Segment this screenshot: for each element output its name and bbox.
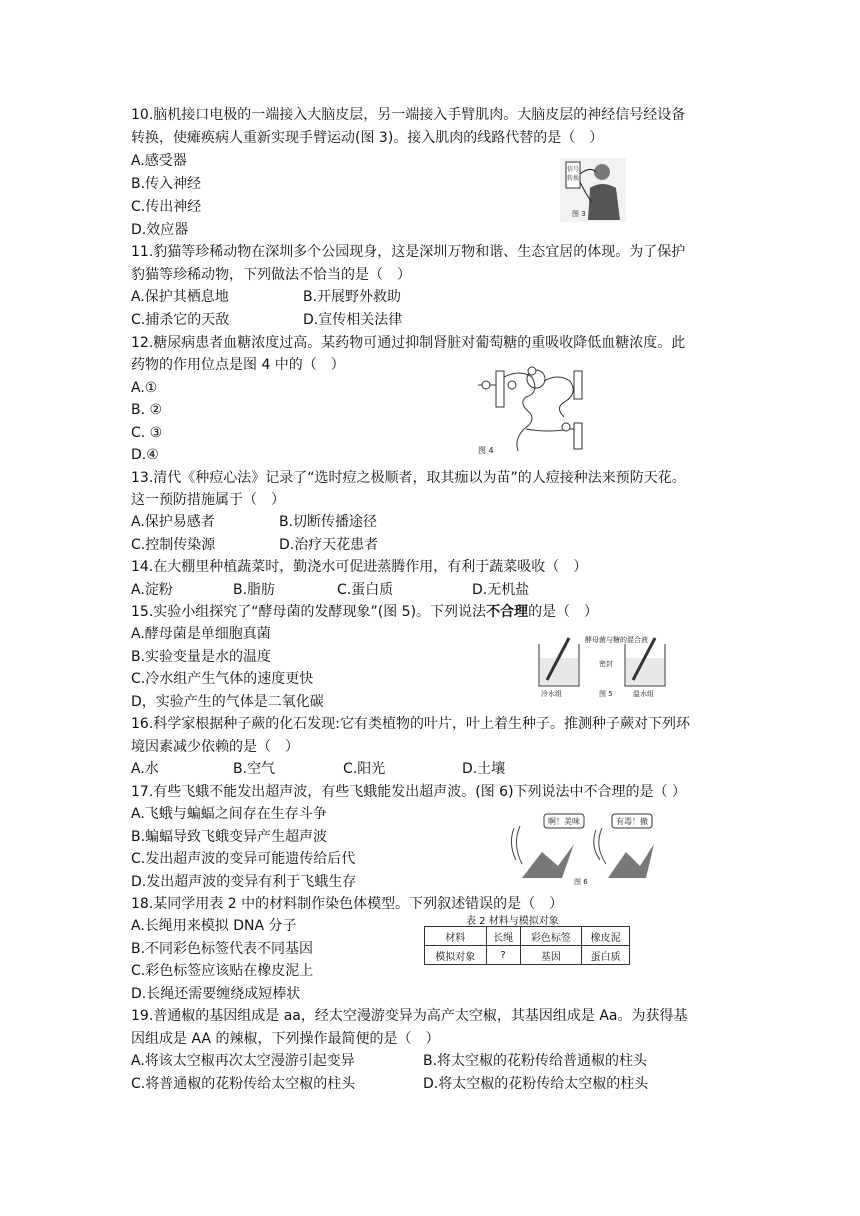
table-cell: 蛋白质	[582, 946, 630, 965]
q19-option-a: A.将该太空椒再次太空漫游引起变异	[131, 1053, 355, 1069]
q12-stem-line1: 12.糖尿病患者血糖浓度过高。某药物可通过抑制肾脏对葡萄糖的重吸收降低血糖浓度。此	[131, 335, 686, 351]
figure-6-bats-and-moths	[500, 808, 660, 888]
table-cell: 彩色标签	[520, 927, 582, 946]
q12-option-b: B. ②	[131, 402, 163, 418]
q17-option-b: B.蝙蝠导致飞蛾变异产生超声波	[131, 829, 328, 845]
q16-option-d: D.土壤	[462, 761, 506, 777]
figure-6-bubble-2: 有毒！撤	[616, 817, 648, 826]
figure-5-caption: 图 5	[599, 690, 613, 698]
q15-stem	[131, 603, 598, 621]
figure-4-caption: 图 4	[478, 446, 494, 455]
table-cell: 橡皮泥	[582, 927, 630, 946]
table-cell: 模拟对象	[425, 946, 487, 965]
figure-6-bubble-1: 啊！美味	[548, 817, 580, 826]
table-2-title: 表 2 材料与模拟对象	[466, 916, 559, 927]
q10-option-b: B.传入神经	[131, 176, 202, 192]
q13-stem-line2: 这一预防措施属于（ ）	[131, 492, 285, 508]
q10-option-c: C.传出神经	[131, 199, 202, 215]
q15-option-d: D，实验产生的气体是二氧化碳	[131, 694, 324, 710]
figure-5-yeast-experiment	[533, 632, 683, 700]
q17-stem: 17.有些飞蛾不能发出超声波，有些飞蛾能发出超声波。(图 6)下列说法中不合理的是（ ）	[131, 784, 686, 800]
q18-option-b: B.不同彩色标签代表不同基因	[131, 941, 314, 957]
q14-option-b: B.脂肪	[233, 582, 276, 598]
q15-option-b: B.实验变量是水的温度	[131, 649, 272, 665]
table-cell: 材料	[425, 927, 487, 946]
q12-stem-line2: 药物的作用位点是图 4 中的（ ）	[131, 357, 345, 373]
q13-option-c: C.控制传染源	[131, 537, 216, 553]
q12-option-d: D.④	[131, 447, 159, 463]
q19-option-b: B.将太空椒的花粉传给普通椒的柱头	[423, 1053, 648, 1069]
q10-option-d: D.效应器	[131, 222, 189, 238]
q16-option-b: B.空气	[233, 761, 276, 777]
figure-5-label-warm: 温水组	[633, 690, 654, 698]
q15-option-a: A.酵母菌是单细胞真菌	[131, 626, 271, 642]
figure-5-label-mixture: 酵母菌与糖的混合液	[585, 636, 648, 644]
q14-option-a: A.淀粉	[131, 582, 173, 598]
q15-option-c: C.冷水组产生气体的速度更快	[131, 671, 314, 687]
q13-option-a: A.保护易感者	[131, 514, 215, 530]
q13-stem-line1: 13.清代《种痘心法》记录了“选时痘之极顺者，取其痂以为苗”的人痘接种法来预防天花。	[131, 470, 686, 486]
q18-option-a: A.长绳用来模拟 DNA 分子	[131, 918, 297, 934]
q18-option-d: D.长绳还需要缠绕成短棒状	[131, 986, 301, 1002]
figure-6-caption: 图 6	[574, 878, 588, 886]
q15-stem-part-b: 的是（ ）	[528, 604, 599, 620]
q11-option-c: C.捕杀它的天敌	[131, 312, 230, 328]
q17-option-a: A.飞蛾与蝙蝠之间存在生存斗争	[131, 806, 327, 822]
figure-5-label-cold: 冷水组	[541, 690, 562, 698]
svg-text:转换: 转换	[566, 175, 580, 182]
q11-option-d: D.宣传相关法律	[303, 312, 403, 328]
q15-stem-emphasis: 不合理	[486, 604, 529, 620]
table-row	[425, 946, 630, 965]
q14-option-c: C.蛋白质	[337, 582, 394, 598]
q11-option-b: B.开展野外救助	[303, 289, 402, 305]
q13-option-d: D.治疗天花患者	[279, 537, 379, 553]
table-cell: 基因	[520, 946, 582, 965]
q17-option-c: C.发出超声波的变异可能遗传给后代	[131, 851, 356, 867]
q16-stem-line2: 境因素减少依赖的是（ ）	[131, 739, 299, 755]
q19-option-d: D.将太空椒的花粉传给太空椒的柱头	[423, 1076, 649, 1092]
q18-option-c: C.彩色标签应该贴在橡皮泥上	[131, 963, 314, 979]
svg-text:信号: 信号	[566, 166, 580, 173]
q16-option-a: A.水	[131, 761, 159, 777]
table-row	[425, 927, 630, 946]
q11-option-a: A.保护其栖息地	[131, 289, 229, 305]
q13-option-b: B.切断传播途径	[279, 514, 378, 530]
table-cell: ?	[486, 946, 520, 965]
q19-option-c: C.将普通椒的花粉传给太空椒的柱头	[131, 1076, 356, 1092]
q14-option-d: D.无机盐	[472, 582, 530, 598]
q17-option-d: D.发出超声波的变异有利于飞蛾生存	[131, 874, 357, 890]
figure-3-brain-interface	[560, 158, 626, 222]
q11-stem-line1: 11.豹猫等珍稀动物在深圳多个公园现身，这是深圳万物和谐、生态宜居的体现。为了保护	[131, 244, 686, 260]
figure-5-label-seal: 密封	[599, 660, 613, 668]
table-2-materials	[424, 926, 630, 965]
figure-4-nephron	[474, 363, 614, 458]
q15-stem-part-a: 15.实验小组探究了“酵母菌的发酵现象”(图 5)。下列说法	[131, 604, 487, 620]
table-cell: 长绳	[486, 927, 520, 946]
q19-stem-line1: 19.普通椒的基因组成是 aa，经太空漫游变异为高产太空椒，其基因组成是 Aa。为获得基	[131, 1008, 688, 1024]
q19-stem-line2: 因组成是 AA 的辣椒，下列操作最简便的是（ ）	[131, 1031, 440, 1047]
q12-option-a: A.①	[131, 380, 158, 396]
q14-stem: 14.在大棚里种植蔬菜时，勤浇水可促进蒸腾作用，有利于蔬菜吸收（ ）	[131, 559, 588, 575]
q16-option-c: C.阳光	[343, 761, 386, 777]
q12-option-c: C. ③	[131, 425, 163, 441]
q18-stem: 18.某同学用表 2 中的材料制作染色体模型。下列叙述错误的是（ ）	[131, 896, 564, 912]
q16-stem-line1: 16.科学家根据种子蕨的化石发现:它有类植物的叶片，叶上着生种子。推测种子蕨对下列环	[131, 716, 690, 732]
q10-option-a: A.感受器	[131, 153, 187, 169]
q10-stem-line1: 10.脑机接口电极的一端接入大脑皮层，另一端接入手臂肌肉。大脑皮层的神经信号经设备	[131, 107, 686, 123]
q11-stem-line2: 豹猫等珍稀动物，下列做法不恰当的是（ ）	[131, 267, 411, 283]
q10-stem-line2: 转换，使瘫痪病人重新实现手臂运动(图 3)。接入肌肉的线路代替的是（ ）	[131, 130, 604, 146]
figure-3-caption: 图 3	[572, 210, 586, 218]
